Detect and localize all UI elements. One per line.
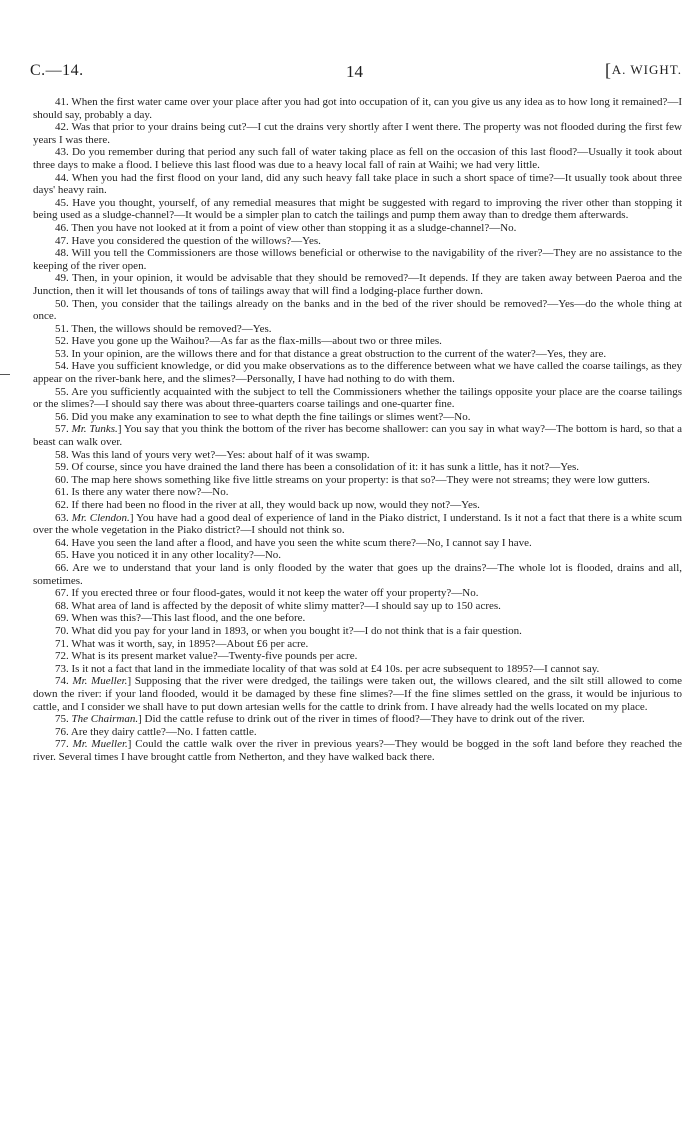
question-text: Have you considered the question of the willows?—Yes. bbox=[71, 234, 321, 247]
question-number: 45. bbox=[55, 196, 73, 209]
question-text: Have you seen the land after a flood, and have you seen the white scum there?—No, I cannot say I have. bbox=[71, 536, 532, 549]
question-number: 59. bbox=[55, 461, 72, 474]
question-paragraph bbox=[33, 675, 682, 713]
question-text: When was this?—This last flood, and the one before. bbox=[71, 612, 306, 625]
question-text: What is its present market value?—Twenty-five pounds per acre. bbox=[71, 650, 358, 663]
question-text: Of course, since you have drained the land there has been a consolidation of it: it has sunk a little, has it not?—Yes. bbox=[71, 461, 580, 474]
question-text: Is it not a fact that land in the immediate locality of that was sold at £4 10s. per acre subsequent to 1895?—I cannot say. bbox=[71, 662, 600, 675]
question-number: 52. bbox=[55, 335, 72, 348]
question-text: Did you make any examination to see to what depth the fine tailings or slimes went?—No. bbox=[71, 410, 471, 423]
question-paragraph bbox=[33, 499, 682, 512]
question-number: 60. bbox=[55, 473, 72, 486]
question-number: 76. bbox=[55, 725, 71, 738]
question-number: 73. bbox=[55, 662, 72, 675]
question-number: 54. bbox=[55, 360, 72, 373]
question-paragraph bbox=[33, 562, 682, 587]
question-number: 67. bbox=[55, 587, 72, 600]
question-number: 65. bbox=[55, 549, 72, 562]
question-text: ] You say that you think the bottom of the river has become shallower: can you say in what way?—The bottom is hard, so that a beast can walk over. bbox=[33, 423, 683, 449]
question-text: Is there any water there now?—No. bbox=[71, 486, 229, 499]
question-paragraph bbox=[33, 638, 682, 651]
question-paragraph bbox=[33, 323, 682, 336]
speaker-name: Mr. Clendon. bbox=[71, 511, 130, 524]
question-number: 55. bbox=[55, 385, 72, 398]
question-number: 68. bbox=[55, 599, 72, 612]
question-paragraph bbox=[33, 146, 682, 171]
margin-mark bbox=[0, 374, 10, 375]
question-number: 75. bbox=[55, 713, 72, 726]
question-text: Have you noticed it in any other locality?—No. bbox=[71, 549, 282, 562]
question-number: 62. bbox=[55, 499, 72, 511]
question-text: ] You have had a good deal of experience of land in the Piako district, I understand. Is it not a fact that there is a white scum over the whole vegetation in the Piako district?—I should not think so. bbox=[33, 511, 683, 537]
question-paragraph bbox=[33, 474, 682, 487]
question-paragraph bbox=[33, 612, 682, 625]
speaker-name: Mr. Mueller. bbox=[72, 738, 128, 751]
question-paragraph bbox=[33, 96, 682, 121]
question-text: Then, the willows should be removed?—Yes. bbox=[71, 322, 272, 335]
question-number: 72. bbox=[55, 650, 72, 663]
question-text: In your opinion, are the willows there and for that distance a great obstruction to the current of the water?—Yes, they are. bbox=[71, 347, 607, 360]
question-paragraph bbox=[33, 335, 682, 348]
question-paragraph bbox=[33, 713, 682, 726]
question-paragraph bbox=[33, 738, 682, 763]
speaker-name: Mr. Mueller. bbox=[72, 675, 128, 688]
question-number: 69. bbox=[55, 612, 72, 625]
question-text: Are they dairy cattle?—No. I fatten cattle. bbox=[70, 725, 257, 738]
question-paragraph bbox=[33, 461, 682, 474]
question-text: When the first water came over your place after you had got into occupation of it, can you give us any idea as to how long it remained?—I should say, probably a day. bbox=[33, 96, 682, 121]
question-text: Do you remember during that period any such fall of water taking place as fell on the occasion of this last flood?—Usually it took about three days to make a flood. I believe this last flood was due to a heavy local fall of rain at Waihi; we had very little. bbox=[33, 146, 683, 171]
question-number: 66. bbox=[55, 561, 73, 574]
question-paragraph bbox=[33, 360, 682, 385]
question-number: 46. bbox=[55, 221, 72, 234]
question-text: The map here shows something like five little streams on your property: is that so?—They were not streams; they were low gutters. bbox=[71, 473, 650, 486]
question-number: 53. bbox=[55, 347, 72, 360]
question-paragraph bbox=[33, 537, 682, 550]
question-number: 57. bbox=[55, 423, 72, 436]
question-number: 42. bbox=[55, 121, 72, 134]
question-paragraph bbox=[33, 222, 682, 235]
question-text: Are we to understand that your land is only flooded by the water that goes up the drains?—The whole lot is flooded, drains and all, sometimes. bbox=[33, 561, 682, 587]
question-text: Have you sufficient knowledge, or did you make observations as to the difference between what we have called the coarse tailings, as they appear on the river-bank here, and the slimes?—Personally, I have had nothing to do with them. bbox=[33, 360, 683, 386]
question-paragraph bbox=[33, 247, 682, 272]
witness-name: A. WIGHT. bbox=[611, 62, 682, 77]
question-paragraph bbox=[33, 386, 682, 411]
question-paragraph bbox=[33, 650, 682, 663]
question-paragraph bbox=[33, 549, 682, 562]
question-number: 48. bbox=[55, 247, 72, 260]
question-number: 70. bbox=[55, 624, 72, 637]
question-text: If you erected three or four flood-gates, would it not keep the water off your property?—No. bbox=[71, 587, 479, 600]
question-text: Have you gone up the Waihou?—As far as the flax-mills—about two or three miles. bbox=[71, 335, 442, 348]
question-text: Are you sufficiently acquainted with the subject to tell the Commissioners whether the tailings opposite your place are the coarse tailings or the slimes?—I should say there was about three-quarters coarse tailings and one-quarter fine. bbox=[33, 385, 682, 411]
question-text: Was that prior to your drains being cut?—I cut the drains very shortly after I went there. The property was not flooded during the first few years I was there. bbox=[33, 121, 682, 146]
question-text: What was it worth, say, in 1895?—About £6 per acre. bbox=[71, 637, 309, 650]
question-paragraph bbox=[33, 235, 682, 248]
question-number: 58. bbox=[55, 448, 72, 461]
document-reference: C.—14. bbox=[30, 62, 84, 79]
question-text: ] Did the cattle refuse to drink out of the river in times of flood?—They have to drink out of the river. bbox=[138, 713, 585, 726]
question-paragraph bbox=[33, 587, 682, 600]
question-number: 74. bbox=[55, 675, 73, 688]
question-text: ] Supposing that the river were dredged, the tailings were taken out, the willows cleared, and the silt still allowed to come down the river: if your land flooded, would it be damaged by these fine slimes?—If the fine slimes settled on the grass, it would be injurious to cattle, and I consider we shall have to put down artesian wells for the cattle to drink from. I have already had the wells located on my place. bbox=[33, 675, 683, 713]
question-paragraph bbox=[33, 625, 682, 638]
question-number: 50. bbox=[55, 297, 73, 310]
question-paragraph bbox=[33, 172, 682, 197]
question-number: 44. bbox=[55, 171, 72, 184]
question-text: When you had the first flood on your land, did any such heavy fall take place in such a short space of time?—It usually took about three days' heavy rain. bbox=[33, 171, 682, 197]
question-number: 64. bbox=[55, 536, 72, 549]
question-paragraph bbox=[33, 423, 682, 448]
question-paragraph bbox=[33, 486, 682, 499]
question-paragraph bbox=[33, 512, 682, 537]
question-paragraph bbox=[33, 348, 682, 361]
question-text: Will you tell the Commissioners are those willows beneficial or otherwise to the navigability of the river?—They are no assistance to the keeping of the river open. bbox=[33, 247, 682, 272]
question-number: 51. bbox=[55, 322, 72, 335]
question-number: 61. bbox=[55, 486, 72, 499]
question-text: Have you thought, yourself, of any remedial measures that might be suggested with regard to improving the river other than stopping it being used as a sludge-channel?—It would be a simpler plan to catch the tailings and pump them away than to dredge them afterwards. bbox=[33, 196, 683, 222]
question-number: 41. bbox=[55, 96, 72, 108]
page-header bbox=[30, 62, 682, 82]
speaker-name: The Chairman. bbox=[71, 713, 139, 726]
page-number: 14 bbox=[346, 62, 363, 81]
question-paragraph bbox=[33, 121, 682, 146]
question-text: Then, in your opinion, it would be advisable that they should be removed?—It depends. If they are taken away between Paeroa and the Junction, then it will let thousands of tons of tailings away that will find a lodging-place further down. bbox=[33, 272, 682, 297]
question-text: ] Could the cattle walk over the river in previous years?—They would be bogged in the soft land before they reached the river. Several times I have brought cattle from Netherton, and they have walked back there. bbox=[33, 738, 683, 763]
question-number: 56. bbox=[55, 410, 72, 423]
question-paragraph bbox=[33, 411, 682, 424]
question-paragraph bbox=[33, 298, 682, 323]
question-paragraph bbox=[33, 726, 682, 739]
speaker-name: Mr. Tunks. bbox=[71, 423, 118, 436]
question-paragraph bbox=[33, 197, 682, 222]
question-number: 47. bbox=[55, 234, 72, 247]
question-text: Was this land of yours very wet?—Yes: about half of it was swamp. bbox=[71, 448, 370, 461]
transcript-body bbox=[33, 96, 682, 763]
question-text: If there had been no flood in the river at all, they would back up now, would they not?—Yes. bbox=[71, 499, 480, 511]
question-paragraph bbox=[33, 272, 682, 297]
question-number: 49. bbox=[55, 272, 73, 285]
question-paragraph bbox=[33, 663, 682, 676]
question-text: What did you pay for your land in 1893, or when you bought it?—I do not think that is a fair question. bbox=[71, 624, 522, 637]
question-number: 77. bbox=[55, 738, 73, 751]
question-number: 43. bbox=[55, 146, 72, 159]
question-paragraph bbox=[33, 600, 682, 613]
question-number: 71. bbox=[55, 637, 72, 650]
header-bracket-mark: [ bbox=[605, 60, 611, 80]
question-number: 63. bbox=[55, 511, 72, 524]
question-paragraph bbox=[33, 449, 682, 462]
question-text: What area of land is affected by the deposit of white slimy matter?—I should say up to 150 acres. bbox=[71, 599, 501, 612]
question-text: Then, you consider that the tailings already on the banks and in the bed of the river should be removed?—Yes—do the whole thing at once. bbox=[33, 297, 682, 323]
question-text: Then you have not looked at it from a point of view other than stopping it as a sludge-channel?—No. bbox=[71, 221, 517, 234]
